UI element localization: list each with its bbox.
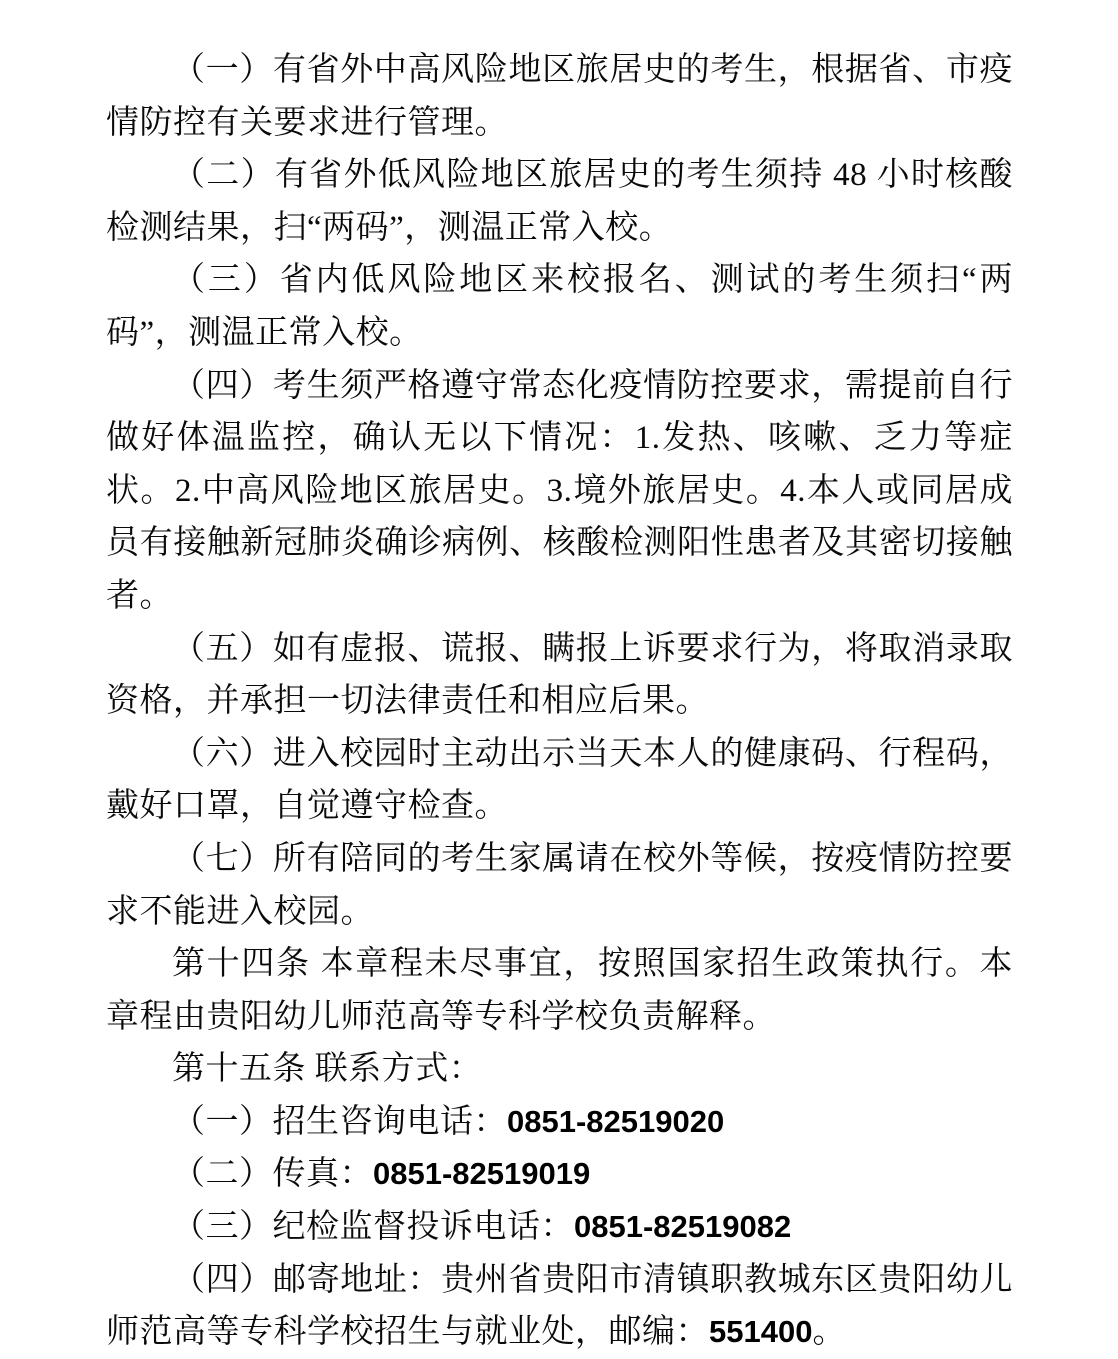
text-run: （五）如有虚报、谎报、瞒报上诉要求行为，将取消录取资格，并承担一切法律责任和相应后果。 — [106, 630, 1013, 720]
text-run: （二）有省外低风险地区旅居史的考生须持 48 小时核酸检测结果，扫“两码”，测温正常入校。 — [106, 157, 1013, 246]
contact-mailing-address — [106, 1254, 1013, 1359]
clause-6-show-codes — [106, 728, 1013, 833]
text-run: （三）纪检监督投诉电话： — [172, 1209, 574, 1246]
contact-fax — [106, 1148, 1013, 1201]
text-run: 第十四条 本章程未尽事宜，按照国家招生政策执行。本章程由贵阳幼儿师范高等专科学校负责解释。 — [106, 946, 1013, 1035]
text-run: （一）招生咨询电话： — [172, 1103, 507, 1140]
document-body — [106, 44, 1013, 1359]
text-run: （七）所有陪同的考生家属请在校外等候，按疫情防控要求不能进入校园。 — [106, 840, 1013, 930]
text-run: （六）进入校园时主动出示当天本人的健康码、行程码，戴好口罩，自觉遵守检查。 — [106, 735, 1013, 825]
phone-number: 0851-82519019 — [373, 1156, 591, 1192]
phone-number: 0851-82519020 — [507, 1103, 725, 1139]
contact-admission-phone — [106, 1096, 1013, 1149]
article-14-interpretation — [106, 938, 1013, 1043]
text-run: （一）有省外中高风险地区旅居史的考生，根据省、市疫情防控有关要求进行管理。 — [106, 52, 1013, 141]
article-15-contact-heading — [106, 1043, 1013, 1096]
text-run: （二）传真： — [172, 1156, 373, 1193]
text-run: （四）考生须严格遵守常态化疫情防控要求，需提前自行做好体温监控，确认无以下情况：1.发热、咳嗽、乏力等症状。2.中高风险地区旅居史。3.境外旅居史。4.本人或同居成员有接触新冠肺炎确诊病例、核酸检测阳性患者及其密切接触者。 — [106, 367, 1013, 614]
text-run: （四）邮寄地址：贵州省贵阳市清镇职教城东区贵阳幼儿师范高等专科学校招生与就业处，邮编： — [106, 1261, 1013, 1351]
clause-4-self-monitoring — [106, 360, 1013, 623]
clause-7-family-wait-outside — [106, 833, 1013, 938]
clause-3-in-province-low-risk — [106, 254, 1013, 359]
text-run: 第十五条 联系方式： — [172, 1051, 483, 1088]
clause-2-travel-history-low-risk — [106, 149, 1013, 254]
text-run: （三）省内低风险地区来校报名、测试的考生须扫“两码”，测温正常入校。 — [106, 262, 1013, 351]
phone-number: 0851-82519082 — [574, 1209, 792, 1245]
clause-1-travel-history-mid-high-risk — [106, 44, 1013, 149]
text-run: 。 — [812, 1314, 846, 1351]
contact-supervision-phone — [106, 1201, 1013, 1254]
phone-number: 551400 — [709, 1314, 813, 1350]
clause-5-false-reporting — [106, 623, 1013, 728]
